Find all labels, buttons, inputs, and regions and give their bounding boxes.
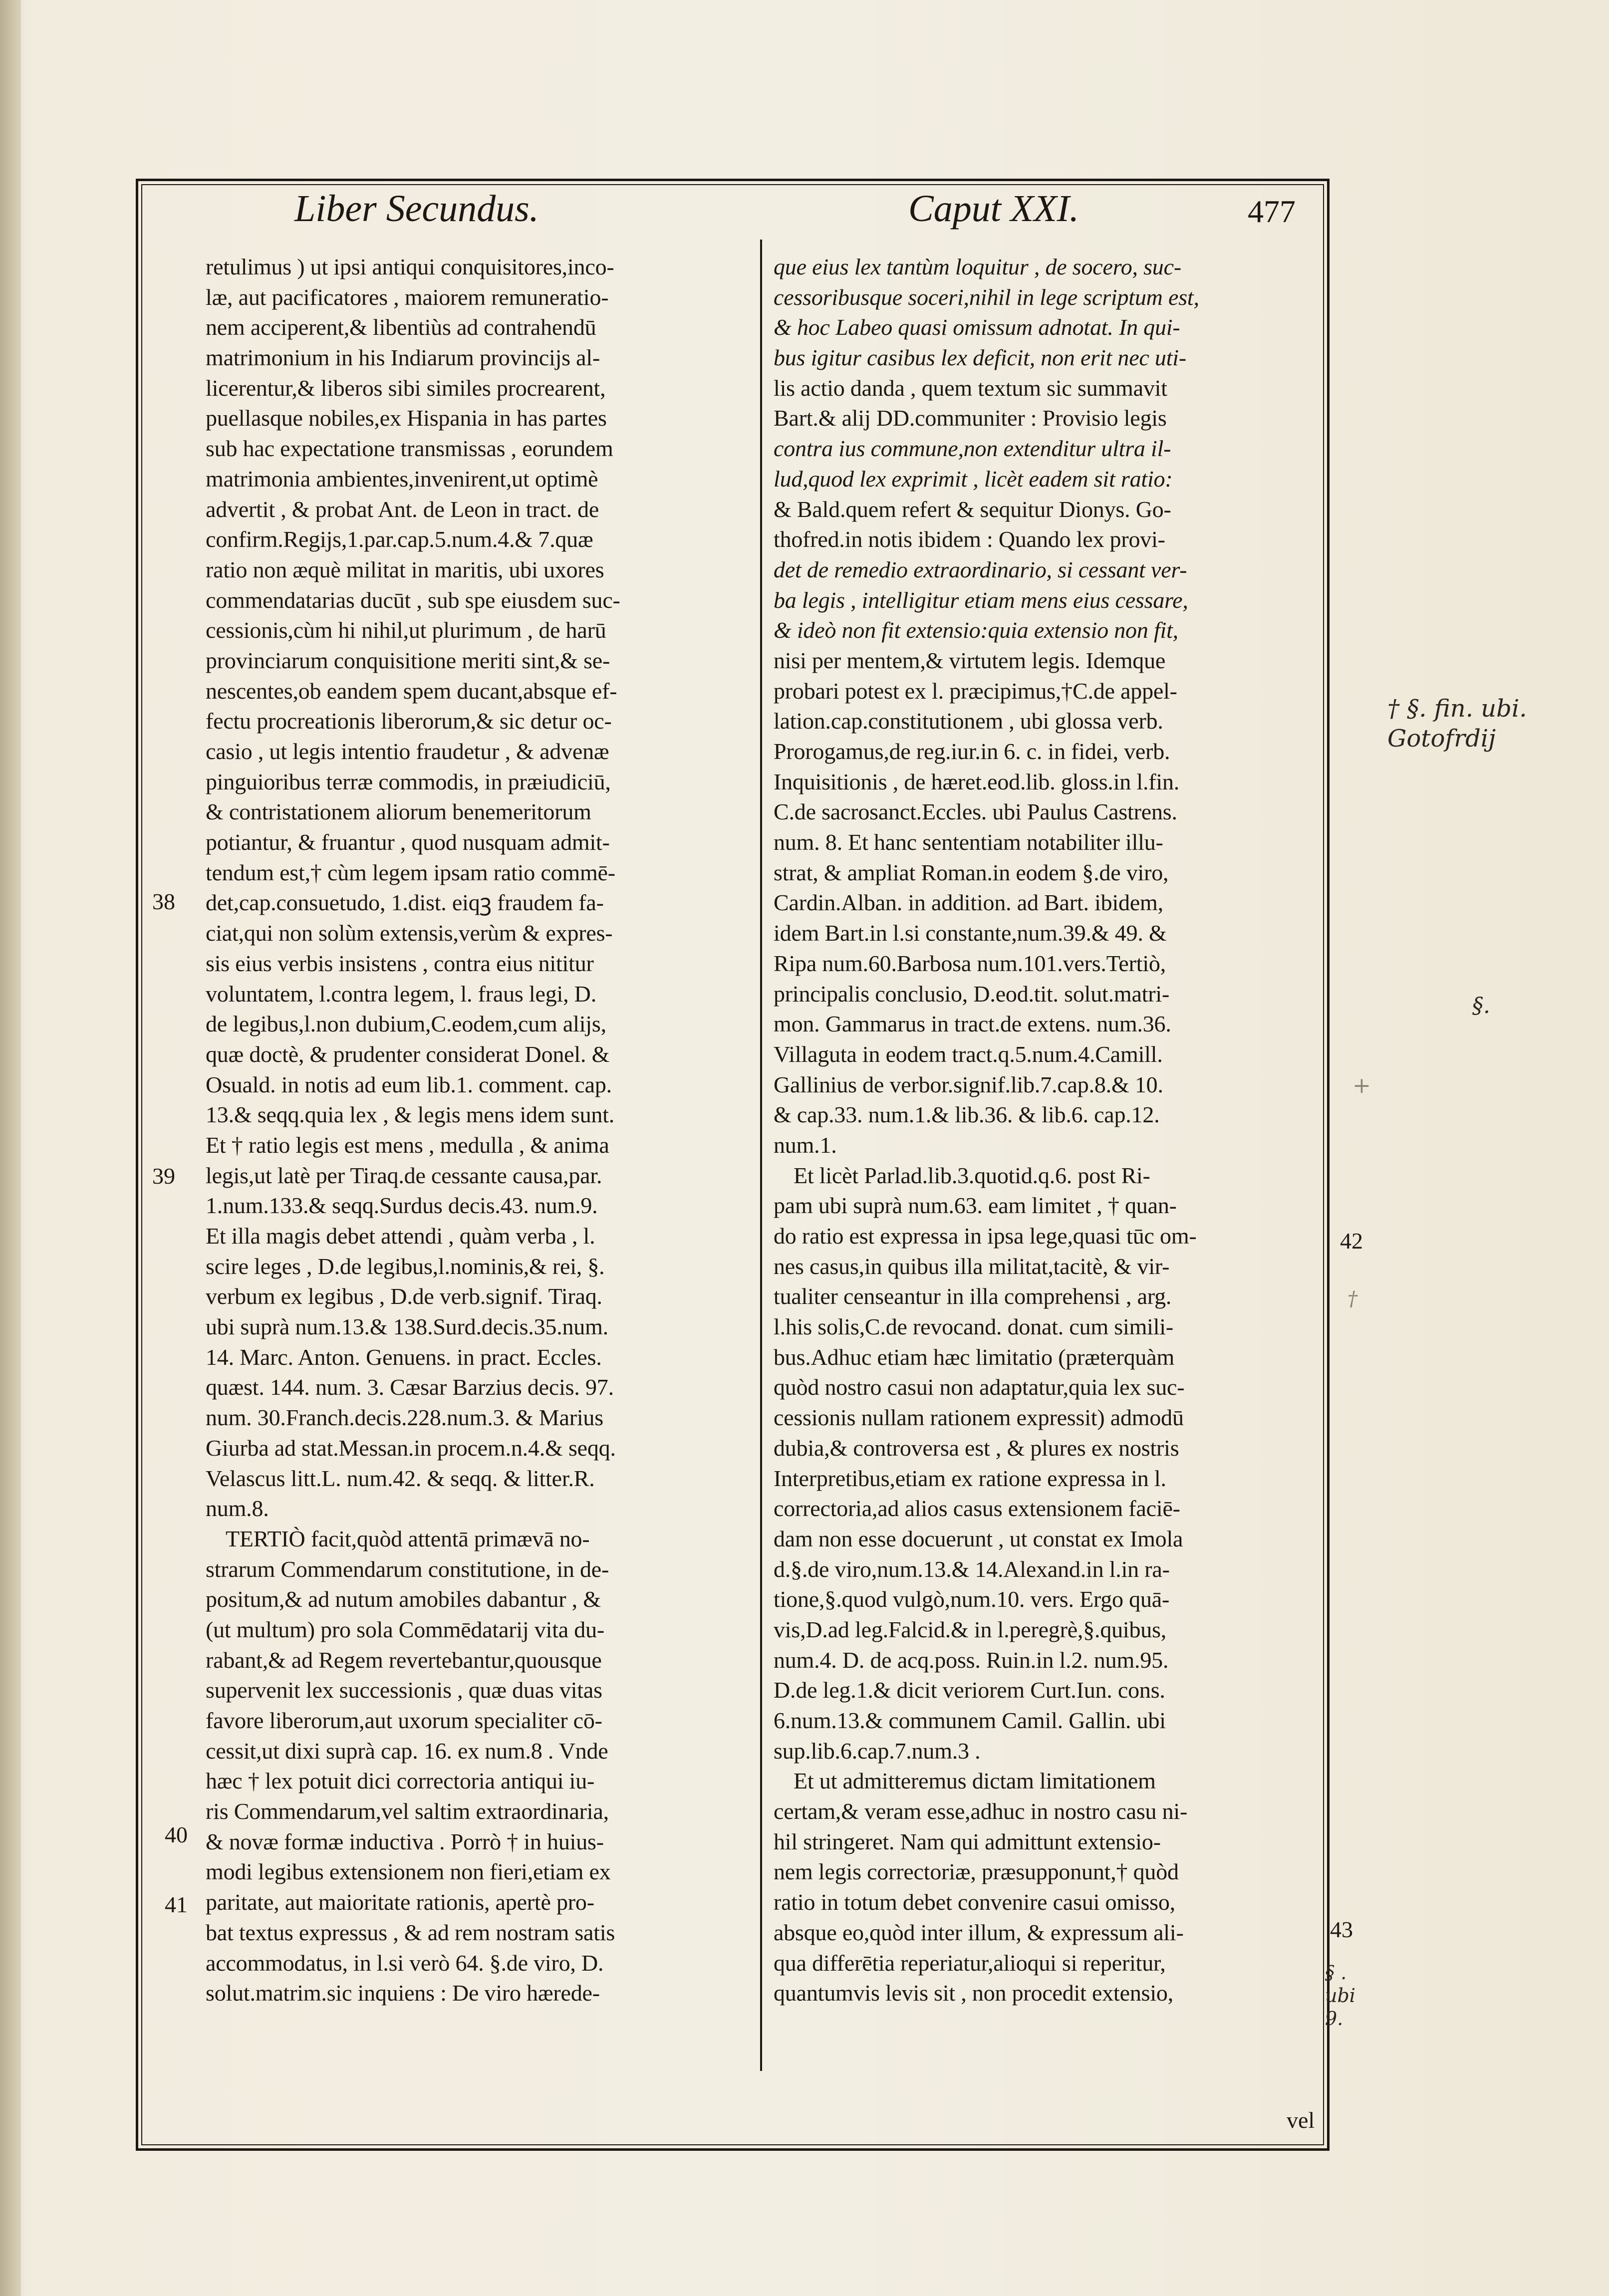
right-line: & ideò non fit extensio:quia extensio non fit, xyxy=(774,617,1178,643)
running-header xyxy=(137,187,1345,242)
right-line: lation.cap.constitutionem , ubi glossa verb. xyxy=(774,708,1163,734)
right-line: ba legis , intelligitur etiam mens eius cessare, xyxy=(774,587,1188,613)
right-line: tualiter censeantur in illa comprehensi , arg. xyxy=(774,1283,1172,1309)
margin-number: 40 xyxy=(165,1822,188,1847)
left-line: Et † ratio legis est mens , medulla , & anima xyxy=(206,1132,609,1158)
right-line: Et ut admitteremus dictam limitationem xyxy=(794,1768,1156,1794)
right-line: D.de leg.1.& dicit veriorem Curt.Iun. cons. xyxy=(774,1677,1165,1703)
right-line: que eius lex tantùm loquitur , de socero, suc- xyxy=(774,254,1181,279)
margin-number: 42 xyxy=(1340,1228,1363,1254)
right-line: cessionis nullam rationem expressit) admodū xyxy=(774,1405,1184,1431)
left-line: potiantur, & fruantur , quod nusquam admit- xyxy=(206,829,610,855)
left-line: læ, aut pacificatores , maiorem remuneratio- xyxy=(206,284,609,310)
left-line: sub hac expectatione transmissas , eorundem xyxy=(206,436,613,462)
right-line: d.§.de viro,num.13.& 14.Alexand.in l.in ra- xyxy=(774,1556,1170,1582)
right-line: correctoria,ad alios casus extensionem faciē- xyxy=(774,1496,1180,1522)
left-line: modi legibus extensionem non fieri,etiam ex xyxy=(206,1859,611,1885)
left-line: licerentur,& liberos sibi similes procrearent, xyxy=(206,375,606,401)
right-line: contra ius commune,non extenditur ultra il- xyxy=(774,436,1171,462)
left-line: puellasque nobiles,ex Hispania in has partes xyxy=(206,405,607,431)
left-line: matrimonium in his Indiarum provincijs al- xyxy=(206,345,600,371)
right-line: & Bald.quem refert & sequitur Dionys. Go- xyxy=(774,496,1171,522)
right-line: Villaguta in eodem tract.q.5.num.4.Camill. xyxy=(774,1041,1163,1067)
left-line: fectu procreationis liberorum,& sic detur oc- xyxy=(206,708,612,734)
left-line: pinguioribus terræ commodis, in præiudiciū, xyxy=(206,768,611,794)
left-line: retulimus ) ut ipsi antiqui conquisitores,inco- xyxy=(206,254,614,279)
left-line: num. 30.Franch.decis.228.num.3. & Marius xyxy=(206,1405,603,1431)
handwritten-note: § . ubi 9. xyxy=(1325,1962,1355,2030)
left-line: positum,& ad nutum amobiles dabantur , & xyxy=(206,1586,601,1612)
right-line: ratio in totum debet convenire casui omisso, xyxy=(774,1889,1175,1915)
right-line: num. 8. Et hanc sententiam notabiliter illu- xyxy=(774,829,1163,855)
right-line: quantumvis levis sit , non procedit extensio, xyxy=(774,1980,1174,2006)
right-line: certam,& veram esse,adhuc in nostro casu ni- xyxy=(774,1798,1188,1824)
right-line: lis actio danda , quem textum sic summavit xyxy=(774,375,1167,401)
right-line: tione,§.quod vulgò,num.10. vers. Ergo quā- xyxy=(774,1586,1170,1612)
left-line: provinciarum conquisitione meriti sint,& se- xyxy=(206,647,610,673)
margin-number: 39 xyxy=(152,1163,175,1189)
left-line: cessionis,cùm hi nihil,ut plurimum , de harū xyxy=(206,617,606,643)
right-line: nisi per mentem,& virtutem legis. Idemque xyxy=(774,647,1166,673)
right-line: thofred.in notis ibidem : Quando lex provi- xyxy=(774,526,1165,552)
right-line: & cap.33. num.1.& lib.36. & lib.6. cap.12. xyxy=(774,1102,1160,1128)
left-line: paritate, aut maioritate rationis, apertè pro- xyxy=(206,1889,594,1915)
left-line: supervenit lex successionis , quæ duas vitas xyxy=(206,1677,602,1703)
right-line: Ripa num.60.Barbosa num.101.vers.Tertiò, xyxy=(774,950,1166,976)
right-line: num.4. D. de acq.poss. Ruin.in l.2. num.95. xyxy=(774,1647,1169,1673)
right-line: pam ubi suprà num.63. eam limitet , † quan- xyxy=(774,1193,1177,1219)
right-column xyxy=(774,252,1323,2068)
right-line: C.de sacrosanct.Eccles. ubi Paulus Castrens. xyxy=(774,799,1177,825)
right-line: num.1. xyxy=(774,1132,837,1158)
right-line: mon. Gammarus in tract.de extens. num.36. xyxy=(774,1011,1171,1037)
right-line: det de remedio extraordinario, si cessant ver- xyxy=(774,556,1187,582)
left-line: Giurba ad stat.Messan.in procem.n.4.& seqq. xyxy=(206,1435,616,1461)
right-line: Inquisitionis , de hæret.eod.lib. gloss.in l.fin. xyxy=(774,768,1180,794)
margin-number: 38 xyxy=(152,889,175,914)
right-line: Cardin.Alban. in addition. ad Bart. ibidem, xyxy=(774,890,1163,916)
right-line: sup.lib.6.cap.7.num.3 . xyxy=(774,1738,981,1764)
left-line: verbum ex legibus , D.de verb.signif. Tiraq. xyxy=(206,1283,602,1309)
left-line: matrimonia ambientes,invenirent,ut optimè xyxy=(206,466,598,492)
right-line: dam non esse docuerunt , ut constat ex Imola xyxy=(774,1526,1183,1551)
right-line: hil stringeret. Nam qui admittunt extensio- xyxy=(774,1828,1161,1854)
right-line: vis,D.ad leg.Falcid.& in l.peregrè,§.quibus, xyxy=(774,1616,1167,1642)
left-line: advertit , & probat Ant. de Leon in tract. de xyxy=(206,496,599,522)
handwritten-note: † xyxy=(1347,1287,1357,1310)
left-line: casio , ut legis intentio fraudetur , & advenæ xyxy=(206,739,609,764)
right-line: Et licèt Parlad.lib.3.quotid.q.6. post Ri- xyxy=(794,1162,1150,1188)
right-line: lud,quod lex exprimit , licèt eadem sit ratio: xyxy=(774,466,1173,492)
left-line: hæc † lex potuit dici correctoria antiqui iu- xyxy=(206,1768,595,1794)
right-line: Prorogamus,de reg.iur.in 6. c. in fidei, verb. xyxy=(774,739,1170,764)
right-line: strat, & ampliat Roman.in eodem §.de viro, xyxy=(774,859,1169,885)
left-line: bat textus expressus , & ad rem nostram satis xyxy=(206,1919,615,1945)
left-line: favore liberorum,aut uxorum specialiter cō- xyxy=(206,1708,602,1733)
left-line: commendatarias ducūt , sub spe eiusdem suc- xyxy=(206,587,620,613)
right-line: bus.Adhuc etiam hæc limitatio (præterquàm xyxy=(774,1344,1175,1370)
left-line: 14. Marc. Anton. Genuens. in pract. Eccles. xyxy=(206,1344,602,1370)
catchword: vel xyxy=(1287,2107,1315,2133)
binding-edge xyxy=(0,0,21,2296)
header-right: Caput XXI. xyxy=(908,188,1079,230)
right-line: 6.num.13.& communem Camil. Gallin. ubi xyxy=(774,1708,1166,1733)
page-number: 477 xyxy=(1248,194,1296,229)
right-line: Gallinius de verbor.signif.lib.7.cap.8.& 10. xyxy=(774,1071,1163,1097)
margin-number: 43 xyxy=(1330,1917,1353,1942)
left-line: accommodatus, in l.si verò 64. §.de viro, D. xyxy=(206,1950,604,1976)
handwritten-note: + xyxy=(1352,1073,1371,1098)
left-line: 13.& seqq.quia lex , & legis mens idem sunt. xyxy=(206,1102,615,1128)
left-line: de legibus,l.non dubium,C.eodem,cum alijs, xyxy=(206,1011,606,1037)
right-line: Interpretibus,etiam ex ratione expressa in l. xyxy=(774,1465,1166,1491)
handwritten-note: † §. fin. ubi. Gotofrdij xyxy=(1387,695,1527,753)
right-line: idem Bart.in l.si constante,num.39.& 49. & xyxy=(774,920,1167,946)
column-rule xyxy=(760,240,762,2071)
left-line: nescentes,ob eandem spem ducant,absque ef- xyxy=(206,678,617,704)
right-line: quòd nostro casui non adaptatur,quia lex suc- xyxy=(774,1374,1185,1400)
left-line: (ut multum) pro sola Commēdatarij vita du- xyxy=(206,1616,605,1642)
left-line: sis eius verbis insistens , contra eius nititur xyxy=(206,950,594,976)
right-line: nes casus,in quibus illa militat,tacitè, & vir- xyxy=(774,1253,1170,1279)
right-line: do ratio est expressa in ipsa lege,quasi tūc om- xyxy=(774,1223,1197,1249)
right-line: l.his solis,C.de revocand. donat. cum simili- xyxy=(774,1314,1174,1340)
left-line: Osuald. in notis ad eum lib.1. comment. cap. xyxy=(206,1071,612,1097)
left-line: TERTIÒ facit,quòd attentā primævā no- xyxy=(226,1526,590,1551)
left-line: confirm.Regijs,1.par.cap.5.num.4.& 7.quæ xyxy=(206,526,593,552)
right-line: probari potest ex l. præcipimus,†C.de appel- xyxy=(774,678,1177,704)
right-line: dubia,& controversa est , & plures ex nostris xyxy=(774,1435,1179,1461)
right-line: & hoc Labeo quasi omissum adnotat. In qui- xyxy=(774,314,1180,340)
margin-number: 41 xyxy=(165,1892,188,1917)
right-line: Bart.& alij DD.communiter : Provisio legis xyxy=(774,405,1167,431)
left-line: quæst. 144. num. 3. Cæsar Barzius decis. 97. xyxy=(206,1374,614,1400)
right-line: qua differētia reperiatur,alioqui si reperitur, xyxy=(774,1950,1166,1976)
left-line: ratio non æquè militat in maritis, ubi uxores xyxy=(206,556,604,582)
right-line: principalis conclusio, D.eod.tit. solut.matri- xyxy=(774,981,1170,1007)
left-line: cessit,ut dixi suprà cap. 16. ex num.8 . Vnde xyxy=(206,1738,608,1764)
right-line: absque eo,quòd inter illum, & expressum ali- xyxy=(774,1919,1184,1945)
left-line: Et illa magis debet attendi , quàm verba , l. xyxy=(206,1223,595,1249)
left-line: & contristationem aliorum benemeritorum xyxy=(206,799,591,825)
left-line: scire leges , D.de legibus,l.nominis,& rei, §. xyxy=(206,1253,605,1279)
left-line: nem acciperent,& libentiùs ad contrahendū xyxy=(206,314,596,340)
handwritten-note: §. xyxy=(1472,993,1490,1019)
left-line: det,cap.consuetudo, 1.dist. eiqꝫ fraudem fa- xyxy=(206,890,604,916)
left-line: num.8. xyxy=(206,1496,269,1522)
right-line: cessoribusque soceri,nihil in lege scriptum est, xyxy=(774,284,1199,310)
left-line: tendum est,† cùm legem ipsam ratio commē- xyxy=(206,859,615,885)
left-column xyxy=(206,252,745,2068)
left-line: ubi suprà num.13.& 138.Surd.decis.35.num. xyxy=(206,1314,608,1340)
right-line: bus igitur casibus lex deficit, non erit nec uti- xyxy=(774,345,1187,371)
left-line: quæ doctè, & prudenter considerat Donel. & xyxy=(206,1041,610,1067)
left-line: voluntatem, l.contra legem, l. fraus legi, D. xyxy=(206,981,596,1007)
left-line: ris Commendarum,vel saltim extraordinaria, xyxy=(206,1798,609,1824)
header-left: Liber Secundus. xyxy=(294,188,539,230)
left-line: 1.num.133.& seqq.Surdus decis.43. num.9. xyxy=(206,1193,598,1219)
left-line: rabant,& ad Regem revertebantur,quousque xyxy=(206,1647,602,1673)
left-line: legis,ut latè per Tiraq.de cessante causa,par. xyxy=(206,1162,602,1188)
left-line: strarum Commendarum constitutione, in de- xyxy=(206,1556,609,1582)
left-line: ciat,qui non solùm extensis,verùm & expres- xyxy=(206,920,613,946)
left-line: solut.matrim.sic inquiens : De viro hærede- xyxy=(206,1980,600,2006)
left-line: Velascus litt.L. num.42. & seqq. & litter.R. xyxy=(206,1465,595,1491)
right-line: nem legis correctoriæ, præsupponunt,† quòd xyxy=(774,1859,1179,1885)
left-line: & novæ formæ inductiva . Porrò † in huius- xyxy=(206,1828,604,1854)
